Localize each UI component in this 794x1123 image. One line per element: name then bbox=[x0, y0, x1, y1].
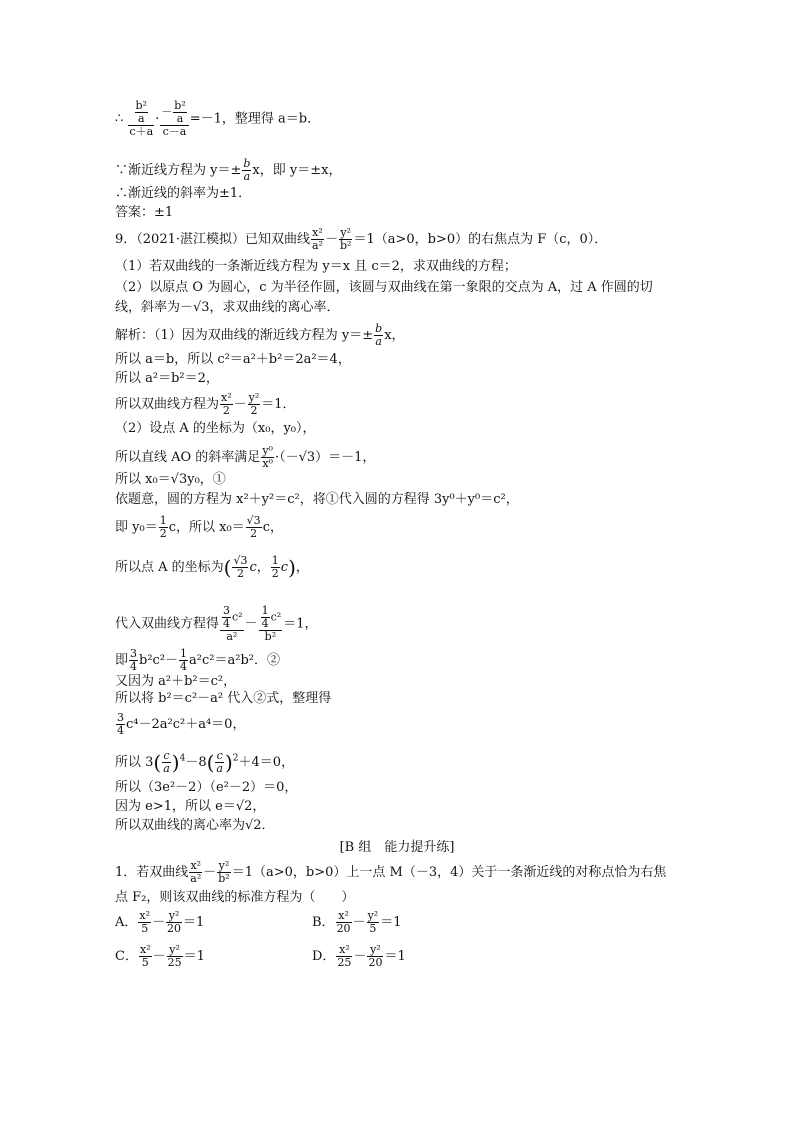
solution-line-2: 所以 a＝b，所以 c²＝a²＋b²＝2a²＝4， bbox=[115, 352, 351, 367]
solution-line-19: 所以双曲线的离心率为√2． bbox=[115, 818, 275, 833]
solution-line-3: 所以 a²＝b²＝2， bbox=[115, 371, 219, 386]
solution-line-7: 所以 x₀＝√3y₀，① bbox=[115, 472, 226, 487]
solution-line-9: 即 y₀＝ $\frac{1}{2}$ c，所以 x₀＝ $\frac{√3}{2}$ c， bbox=[115, 514, 283, 540]
solution-line-1: 解析：（1）因为双曲线的渐近线方程为 y＝± $\frac{b}{a}$ x， bbox=[115, 322, 405, 348]
option-d[interactable]: D． $\frac{\text{x²}}{25}$ － $\frac{\text{y²}}{20}$ ＝1 bbox=[312, 943, 406, 969]
option-c[interactable]: C． $\frac{\text{x²}}{5}$ － $\frac{\text{y²}}{25}$ ＝1 bbox=[115, 943, 205, 969]
fraction-left: $\frac{\frac{\text{b²}}{a}}{c+a}$ bbox=[129, 99, 154, 138]
option-b[interactable]: B． $\frac{\text{x²}}{20}$ － $\frac{\text{y²}}{5}$ ＝1 bbox=[312, 909, 402, 935]
solution-line-4: 所以双曲线方程为 $\frac{\text{x²}}{2}$ － $\frac{\text{y²}}{2}$ ＝1． bbox=[115, 391, 296, 417]
q9-intro: 9．（2021·湛江模拟）已知双曲线 $\frac{\text{x²}}{\text{a²}}$ － $\frac{\text{y²}}{\text{b²}}$ ＝1（a>0，b>0）的右焦点为 F（c，0）． bbox=[115, 226, 608, 252]
fraction-right: － $\frac{\text{b²}}{a}$ c－a bbox=[160, 100, 188, 138]
q9-part1: （1）若双曲线的一条渐近线方程为 y＝x 且 c＝2，求双曲线的方程； bbox=[115, 259, 517, 274]
option-a[interactable]: A． $\frac{\text{x²}}{5}$ － $\frac{\text{y²}}{20}$ ＝1 bbox=[115, 909, 205, 935]
asymptote-line: ∵渐近线方程为 y＝± $\frac{b}{a}$ x，即 y＝±x， bbox=[115, 157, 342, 183]
group-b-heading: [B 组 能力提升练] bbox=[339, 840, 455, 855]
solution-line-14: 所以将 b²＝c²－a² 代入②式，整理得 bbox=[115, 691, 332, 706]
solution-line-11: 代入双曲线方程得 $\frac{3}{4}$ c² a² － $\frac{1}{4}$ c² b² ＝1， bbox=[115, 604, 318, 643]
q9-part2a: （2）以原点 O 为圆心，c 为半径作圆，该圆与双曲线在第一象限的交点为 A，过 A 作圆的切 bbox=[115, 280, 653, 295]
solution-line-17: 所以（3e²－2）（e²－2）＝0， bbox=[115, 780, 298, 795]
solution-line-12: 即 $\frac{3}{4}$ b²c²－ $\frac{1}{4}$ a²c²＝a²b²．② bbox=[115, 647, 280, 673]
answer-line: 答案：±1 bbox=[115, 205, 174, 220]
solution-line-13: 又因为 a²＋b²＝c²， bbox=[115, 674, 237, 689]
solution-line-10: 所以点 A 的坐标为( $\frac{√3}{2}$ c， $\frac{1}{2}$ c)， bbox=[115, 554, 309, 580]
solution-line-16: 所以 3( $\frac{c}{a}$ )$^4$－8( $\frac{c}{a}$ )$^2$＋4＝0， bbox=[115, 749, 295, 775]
b1-question-line-1: 1．若双曲线 $\frac{\text{x²}}{\text{a²}}$ － $\frac{\text{y²}}{\text{b²}}$ ＝1（a>0，b>0）上一点 M（－3，4）关于一条渐近线的对称点恰为右焦 bbox=[115, 859, 667, 885]
q9-part2b: 线，斜率为－√3，求双曲线的离心率． bbox=[115, 300, 340, 315]
solution-line-15: $\frac{3}{4}$ c⁴－2a²c²＋a⁴＝0， bbox=[117, 711, 246, 737]
solution-line-6: 所以直线 AO 的斜率满足 $\frac{\text{y⁰}}{\text{x⁰}}$ ·（－√3）＝－1， bbox=[115, 444, 376, 470]
slope-line: ∴渐近线的斜率为±1． bbox=[115, 186, 252, 201]
therefore-equation-line: ∴ $\frac{\frac{\text{b²}}{a}}{c+a}$ · － $\frac{\text{b²}}{a}$ c－a =－1，整理得 a＝b． bbox=[115, 99, 321, 138]
solution-line-8: 依题意，圆的方程为 x²＋y²＝c²，将①代入圆的方程得 3y⁰＋y⁰＝c²， bbox=[115, 492, 519, 507]
b1-question-line-2: 点 F₂，则该双曲线的标准方程为（ ） bbox=[115, 890, 355, 905]
solution-line-18: 因为 e>1，所以 e＝√2， bbox=[115, 799, 266, 814]
solution-line-5: （2）设点 A 的坐标为（x₀，y₀）， bbox=[115, 421, 316, 436]
